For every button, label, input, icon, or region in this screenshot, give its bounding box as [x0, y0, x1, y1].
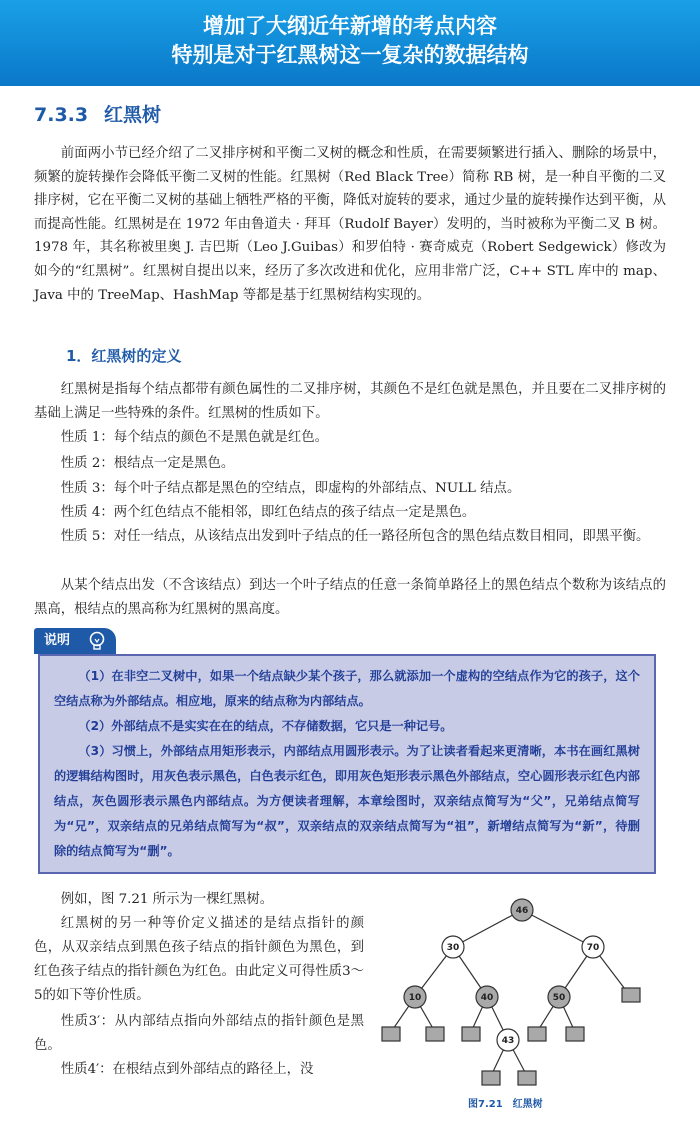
- definition-paragraph: 红黑树是指每个结点都带有颜色属性的二叉排序树，其颜色不是红色就是黑色，并且要在二叉排序树的基础上满足一些特殊的条件。红黑树的性质如下。: [34, 382, 666, 421]
- external-node: [528, 1027, 546, 1041]
- property-1: 性质 1：每个结点的颜色不是黑色就是红色。: [60, 430, 328, 445]
- svg-text:40: 40: [480, 993, 494, 1003]
- external-node: [482, 1071, 500, 1085]
- node-46: [511, 899, 533, 921]
- subsection-heading: 1．红黑树的定义: [66, 347, 182, 365]
- property-3-prime: 性质3′：从内部结点指向外部结点的指针颜色是黑色。: [34, 1014, 364, 1053]
- external-node: [622, 988, 640, 1002]
- equivalent-definition-paragraph: 红黑树的另一种等价定义描述的是结点指针的颜色，从双亲结点到黑色孩子结点的指针颜色为黑色，到红色孩子结点的指针颜色为红色。由此定义可得性质3～5的如下等价性质。: [34, 916, 364, 1003]
- property-4: 性质 4：两个红色结点不能相邻，即红色结点的孩子结点一定是黑色。: [60, 505, 476, 520]
- edge-46-30: [453, 910, 522, 947]
- note-content: [38, 654, 656, 874]
- section-number: 7.3.3: [34, 104, 89, 126]
- external-node: [382, 1027, 400, 1041]
- note-item-1: （1）在非空二叉树中，如果一个结点缺少某个孩子，那么就添加一个虚构的空结点作为它的孩子，这个空结点称为外部结点。相应地，原来的结点称为内部结点。: [54, 669, 640, 708]
- svg-text:46: 46: [515, 906, 529, 916]
- note-item-3: （3）习惯上，外部结点用矩形表示，内部结点用圆形表示。为了让读者看起来更清晰，本书在画红黑树的逻辑结构图时，用灰色表示黑色，白色表示红色，即用灰色矩形表示黑色外部结点，空心圆形表示红色内部结点，灰色圆形表示黑色内部结点。为方便读者理解，本章绘图时，双亲结点简写为“父”，兄弟结点简写为“兄”，双亲结点的兄弟结点简写为“叔”，双亲结点的双亲结点简写为“祖”，新增结点简写为“新”，待删除的结点简写为“删”。: [54, 744, 640, 858]
- node-10: [404, 986, 426, 1008]
- svg-text:30: 30: [446, 943, 460, 953]
- external-node: [426, 1027, 444, 1041]
- intro-paragraph: 前面两小节已经介绍了二叉排序树和平衡二叉树的概念和性质，在需要频繁进行插入、删除的场景中，频繁的旋转操作会降低平衡二叉树的性能。红黑树（Red Black Tree）简称 RB 树，是一种自平衡的二叉排序树，它在平衡二叉树的基础上牺牲严格的平衡，降低对旋转的要求，通过少量的旋转操作达到平衡，从而提高性能。红黑树是在 1972 年由鲁道夫 · 拜耳（Rudolf Bayer）发明的，当时被称为平衡二叉 B 树。1978 年，其名称被里奥 J. 吉巴斯（Leo J.Guibas）和罗伯特 · 赛奇威克（Robert Sedgewick）修改为如今的“红黑树”。红黑树自提出以来，经历了多次改进和优化，应用非常广泛，C++ STL 库中的 map、Java 中的 TreeMap、HashMap 等都是基于红黑树结构实现的。: [34, 146, 666, 303]
- svg-text:10: 10: [408, 993, 422, 1003]
- figure-caption: 图7.21 红黑树: [468, 1099, 543, 1110]
- node-43: [497, 1029, 519, 1051]
- note-label: [34, 628, 116, 654]
- property-4-prime: 性质4′：在根结点到外部结点的路径上，没: [60, 1062, 314, 1077]
- svg-text:43: 43: [501, 1036, 515, 1046]
- lightbulb-icon: [86, 630, 108, 652]
- note-item-2: （2）外部结点不是实实在在的结点，不存储数据，它只是一种记号。: [78, 719, 453, 733]
- property-5: 性质 5：对任一结点，从该结点出发到叶子结点的任一路径所包含的黑色结点数目相同，即黑平衡。: [60, 529, 650, 544]
- property-3: 性质 3：每个叶子结点都是黑色的空结点，即虚构的外部结点、NULL 结点。: [60, 481, 521, 496]
- external-node: [462, 1027, 480, 1041]
- node-40: [476, 986, 498, 1008]
- black-height-paragraph: 从某个结点出发（不含该结点）到达一个叶子结点的任意一条简单路径上的黑色结点个数称为该结点的黑高，根结点的黑高称为红黑树的黑高度。: [34, 578, 666, 617]
- property-2: 性质 2：根结点一定是黑色。: [60, 456, 235, 471]
- node-50: [548, 986, 570, 1008]
- external-node: [518, 1071, 536, 1085]
- node-70: [582, 936, 604, 958]
- external-node: [566, 1027, 584, 1041]
- top-banner: [0, 0, 700, 86]
- section-heading: [34, 100, 161, 127]
- section-title: 红黑树: [104, 104, 162, 126]
- note-box: [34, 628, 662, 876]
- banner-line-1: 增加了大纲近年新增的考点内容: [203, 14, 497, 38]
- example-paragraph: 例如，图 7.21 所示为一棵红黑树。: [60, 892, 274, 907]
- edge-46-70: [522, 910, 593, 947]
- svg-text:70: 70: [586, 943, 600, 953]
- banner-line-2: 特别是对于红黑树这一复杂的数据结构: [171, 43, 529, 67]
- svg-text:50: 50: [552, 993, 566, 1003]
- red-black-tree-figure: [375, 890, 665, 1120]
- note-label-text: 说明: [44, 633, 71, 648]
- node-30: [442, 936, 464, 958]
